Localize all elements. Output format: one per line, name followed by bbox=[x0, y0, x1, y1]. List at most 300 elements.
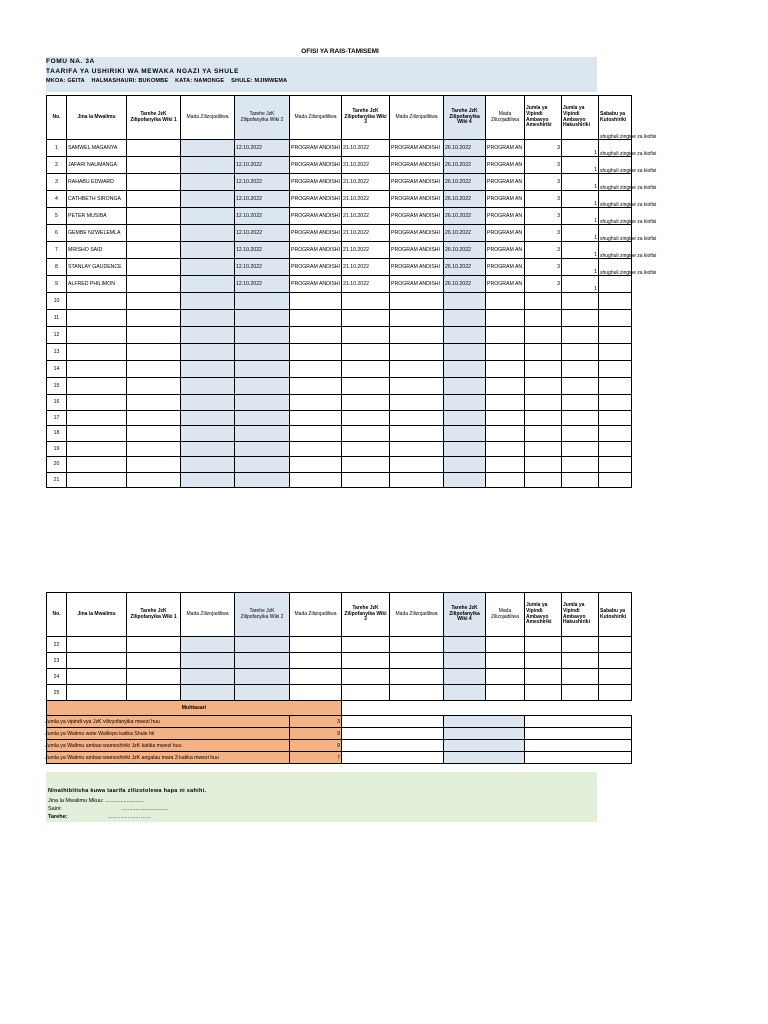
table-cell[interactable] bbox=[127, 208, 181, 225]
table-cell[interactable]: 3 bbox=[525, 259, 562, 276]
table-cell[interactable] bbox=[525, 472, 562, 488]
table-cell[interactable]: PETER MUSIBA bbox=[67, 208, 127, 225]
table-cell[interactable] bbox=[127, 410, 181, 426]
table-cell[interactable] bbox=[390, 327, 444, 344]
table-cell[interactable]: PROGRAM ANDISHI bbox=[290, 157, 342, 174]
table-cell[interactable]: 3 bbox=[525, 276, 562, 293]
table-cell[interactable] bbox=[67, 685, 127, 701]
table-cell[interactable]: 21.10.2022 bbox=[342, 191, 390, 208]
table-cell[interactable] bbox=[599, 441, 632, 457]
table-cell[interactable] bbox=[486, 457, 525, 473]
table-cell[interactable]: 12.10.2022 bbox=[235, 208, 290, 225]
table-cell[interactable]: PROGRAM ANDISHI bbox=[390, 157, 444, 174]
table-cell[interactable]: JAFARI NAUMANGA bbox=[67, 157, 127, 174]
table-cell[interactable] bbox=[290, 457, 342, 473]
table-cell[interactable]: 3 bbox=[525, 191, 562, 208]
table-cell[interactable] bbox=[181, 426, 235, 442]
summary-value[interactable]: 9 bbox=[290, 728, 342, 740]
table-cell[interactable] bbox=[290, 653, 342, 669]
table-cell[interactable]: 1 bbox=[562, 276, 599, 293]
table-cell[interactable]: PROGRAM ANDISHI bbox=[290, 225, 342, 242]
table-cell[interactable] bbox=[127, 140, 181, 157]
table-cell[interactable]: PROGRAM AN bbox=[486, 276, 525, 293]
table-cell[interactable] bbox=[562, 378, 599, 395]
table-cell[interactable] bbox=[525, 426, 562, 442]
table-cell[interactable] bbox=[342, 457, 390, 473]
summary-value[interactable]: 3 bbox=[290, 716, 342, 728]
table-cell[interactable]: 22 bbox=[47, 637, 67, 653]
table-cell[interactable] bbox=[290, 410, 342, 426]
table-cell[interactable]: PROGRAM ANDISHI bbox=[290, 259, 342, 276]
table-cell[interactable] bbox=[444, 395, 486, 411]
table-cell[interactable] bbox=[181, 191, 235, 208]
table-cell[interactable]: 26.10.2022 bbox=[444, 259, 486, 276]
table-cell[interactable] bbox=[390, 426, 444, 442]
table-cell[interactable]: PROGRAM AN bbox=[486, 225, 525, 242]
table-cell[interactable] bbox=[486, 378, 525, 395]
table-cell[interactable] bbox=[181, 410, 235, 426]
table-cell[interactable] bbox=[525, 293, 562, 310]
table-cell[interactable] bbox=[562, 669, 599, 685]
table-cell[interactable] bbox=[290, 378, 342, 395]
table-cell[interactable] bbox=[181, 242, 235, 259]
table-cell[interactable] bbox=[181, 441, 235, 457]
table-cell[interactable] bbox=[562, 410, 599, 426]
table-cell[interactable] bbox=[181, 669, 235, 685]
table-cell[interactable] bbox=[562, 457, 599, 473]
table-cell[interactable]: 24 bbox=[47, 669, 67, 685]
table-cell[interactable] bbox=[390, 669, 444, 685]
table-cell[interactable]: 12.10.2022 bbox=[235, 276, 290, 293]
table-cell[interactable] bbox=[562, 344, 599, 361]
table-cell[interactable] bbox=[342, 378, 390, 395]
table-cell[interactable] bbox=[525, 344, 562, 361]
table-cell[interactable] bbox=[562, 395, 599, 411]
table-cell[interactable]: SAMWEL MAGANYA bbox=[67, 140, 127, 157]
table-cell[interactable] bbox=[127, 361, 181, 378]
table-cell[interactable] bbox=[127, 669, 181, 685]
table-cell[interactable] bbox=[444, 344, 486, 361]
table-cell[interactable] bbox=[127, 653, 181, 669]
table-cell[interactable] bbox=[486, 310, 525, 327]
table-cell[interactable] bbox=[181, 310, 235, 327]
table-cell[interactable] bbox=[390, 293, 444, 310]
table-cell[interactable]: 1 bbox=[562, 208, 599, 225]
table-cell[interactable]: 26.10.2022 bbox=[444, 174, 486, 191]
table-cell[interactable] bbox=[525, 310, 562, 327]
table-cell[interactable] bbox=[181, 344, 235, 361]
table-cell[interactable] bbox=[181, 174, 235, 191]
table-cell[interactable]: 2 bbox=[47, 157, 67, 174]
table-cell[interactable] bbox=[127, 225, 181, 242]
table-cell[interactable]: 3 bbox=[525, 225, 562, 242]
table-cell[interactable]: PROGRAM ANDISHI bbox=[290, 191, 342, 208]
table-cell[interactable] bbox=[127, 174, 181, 191]
table-cell[interactable]: PROGRAM AN bbox=[486, 140, 525, 157]
table-cell[interactable]: 12 bbox=[47, 327, 67, 344]
table-cell[interactable]: PROGRAM ANDISHI bbox=[290, 174, 342, 191]
table-cell[interactable] bbox=[67, 361, 127, 378]
table-cell[interactable] bbox=[67, 472, 127, 488]
table-cell[interactable] bbox=[67, 293, 127, 310]
table-cell[interactable] bbox=[290, 426, 342, 442]
table-cell[interactable] bbox=[599, 270, 657, 293]
table-cell[interactable]: PROGRAM ANDISHI bbox=[390, 276, 444, 293]
table-cell[interactable] bbox=[599, 637, 632, 653]
table-cell[interactable] bbox=[390, 637, 444, 653]
table-cell[interactable] bbox=[562, 653, 599, 669]
table-cell[interactable] bbox=[127, 395, 181, 411]
table-cell[interactable]: 3 bbox=[525, 157, 562, 174]
table-cell[interactable] bbox=[181, 395, 235, 411]
table-cell[interactable] bbox=[235, 293, 290, 310]
table-cell[interactable]: 12.10.2022 bbox=[235, 140, 290, 157]
table-cell[interactable]: 10 bbox=[47, 293, 67, 310]
table-cell[interactable] bbox=[235, 395, 290, 411]
table-cell[interactable]: 12.10.2022 bbox=[235, 242, 290, 259]
table-cell[interactable] bbox=[390, 344, 444, 361]
table-cell[interactable]: PROGRAM AN bbox=[486, 191, 525, 208]
table-cell[interactable]: GEMBE NZWELEMLA bbox=[67, 225, 127, 242]
table-cell[interactable]: 26.10.2022 bbox=[444, 157, 486, 174]
table-cell[interactable] bbox=[290, 344, 342, 361]
table-cell[interactable]: 21.10.2022 bbox=[342, 174, 390, 191]
table-cell[interactable]: 26.10.2022 bbox=[444, 140, 486, 157]
table-cell[interactable]: PROGRAM ANDISHI bbox=[290, 276, 342, 293]
table-cell[interactable] bbox=[444, 441, 486, 457]
table-cell[interactable]: PROGRAM AN bbox=[486, 259, 525, 276]
table-cell[interactable] bbox=[127, 191, 181, 208]
table-cell[interactable]: 9 bbox=[47, 276, 67, 293]
table-cell[interactable] bbox=[390, 472, 444, 488]
table-cell[interactable] bbox=[599, 457, 632, 473]
table-cell[interactable]: 21.10.2022 bbox=[342, 276, 390, 293]
table-cell[interactable]: 21.10.2022 bbox=[342, 208, 390, 225]
table-cell[interactable] bbox=[486, 293, 525, 310]
table-cell[interactable] bbox=[486, 637, 525, 653]
table-cell[interactable] bbox=[235, 426, 290, 442]
table-cell[interactable] bbox=[390, 653, 444, 669]
table-cell[interactable] bbox=[67, 344, 127, 361]
table-cell[interactable] bbox=[390, 457, 444, 473]
table-cell[interactable] bbox=[444, 410, 486, 426]
summary-value[interactable]: 7 bbox=[290, 752, 342, 764]
table-cell[interactable]: 17 bbox=[47, 410, 67, 426]
table-cell[interactable] bbox=[290, 669, 342, 685]
table-cell[interactable] bbox=[486, 395, 525, 411]
table-cell[interactable] bbox=[127, 426, 181, 442]
table-cell[interactable] bbox=[444, 426, 486, 442]
table-cell[interactable] bbox=[525, 327, 562, 344]
table-cell[interactable] bbox=[181, 140, 235, 157]
table-cell[interactable]: 1 bbox=[562, 191, 599, 208]
table-cell[interactable] bbox=[342, 472, 390, 488]
table-cell[interactable] bbox=[181, 653, 235, 669]
table-cell[interactable] bbox=[67, 410, 127, 426]
table-cell[interactable] bbox=[181, 293, 235, 310]
table-cell[interactable] bbox=[127, 293, 181, 310]
table-cell[interactable] bbox=[342, 637, 390, 653]
table-cell[interactable] bbox=[525, 395, 562, 411]
table-cell[interactable]: 1 bbox=[47, 140, 67, 157]
table-cell[interactable]: 1 bbox=[562, 174, 599, 191]
table-cell[interactable] bbox=[127, 327, 181, 344]
table-cell[interactable] bbox=[525, 378, 562, 395]
table-cell[interactable]: 3 bbox=[525, 242, 562, 259]
table-cell[interactable] bbox=[290, 361, 342, 378]
table-cell[interactable] bbox=[390, 395, 444, 411]
table-cell[interactable] bbox=[290, 685, 342, 701]
table-cell[interactable] bbox=[67, 426, 127, 442]
table-cell[interactable] bbox=[127, 157, 181, 174]
table-cell[interactable] bbox=[181, 685, 235, 701]
table-cell[interactable] bbox=[67, 327, 127, 344]
table-cell[interactable] bbox=[67, 378, 127, 395]
table-cell[interactable]: PROGRAM AN bbox=[486, 174, 525, 191]
table-cell[interactable] bbox=[599, 653, 632, 669]
table-cell[interactable] bbox=[290, 395, 342, 411]
table-cell[interactable] bbox=[599, 410, 632, 426]
table-cell[interactable] bbox=[444, 310, 486, 327]
table-cell[interactable] bbox=[342, 395, 390, 411]
table-cell[interactable] bbox=[525, 669, 562, 685]
table-cell[interactable] bbox=[525, 685, 562, 701]
table-cell[interactable] bbox=[235, 685, 290, 701]
table-cell[interactable]: 7 bbox=[47, 242, 67, 259]
table-cell[interactable] bbox=[390, 441, 444, 457]
table-cell[interactable] bbox=[486, 410, 525, 426]
table-cell[interactable]: 4 bbox=[47, 191, 67, 208]
table-cell[interactable]: 21 bbox=[47, 472, 67, 488]
table-cell[interactable]: CATHBETH SIRONGA bbox=[67, 191, 127, 208]
table-cell[interactable] bbox=[599, 378, 632, 395]
table-cell[interactable] bbox=[486, 426, 525, 442]
table-cell[interactable] bbox=[562, 327, 599, 344]
table-cell[interactable] bbox=[342, 410, 390, 426]
table-cell[interactable] bbox=[127, 472, 181, 488]
table-cell[interactable]: PROGRAM ANDISHI bbox=[290, 208, 342, 225]
table-cell[interactable] bbox=[525, 637, 562, 653]
table-cell[interactable] bbox=[599, 293, 632, 310]
table-cell[interactable] bbox=[562, 310, 599, 327]
table-cell[interactable] bbox=[67, 637, 127, 653]
table-cell[interactable]: 6 bbox=[47, 225, 67, 242]
table-cell[interactable] bbox=[181, 378, 235, 395]
table-cell[interactable]: PROGRAM AN bbox=[486, 157, 525, 174]
table-cell[interactable] bbox=[67, 441, 127, 457]
table-cell[interactable] bbox=[444, 669, 486, 685]
table-cell[interactable]: PROGRAM ANDISHI bbox=[390, 191, 444, 208]
table-cell[interactable]: PROGRAM ANDISHI bbox=[390, 242, 444, 259]
table-cell[interactable] bbox=[342, 685, 390, 701]
table-cell[interactable] bbox=[235, 637, 290, 653]
table-cell[interactable]: 25 bbox=[47, 685, 67, 701]
signature-field[interactable]: .............................. bbox=[121, 806, 168, 812]
table-cell[interactable] bbox=[562, 637, 599, 653]
table-cell[interactable] bbox=[525, 441, 562, 457]
table-cell[interactable] bbox=[444, 653, 486, 669]
table-cell[interactable] bbox=[127, 276, 181, 293]
table-cell[interactable]: PROGRAM ANDISHI bbox=[390, 140, 444, 157]
table-cell[interactable] bbox=[390, 685, 444, 701]
table-cell[interactable]: 21.10.2022 bbox=[342, 140, 390, 157]
table-cell[interactable]: 1 bbox=[562, 225, 599, 242]
table-cell[interactable] bbox=[599, 344, 632, 361]
table-cell[interactable] bbox=[486, 685, 525, 701]
table-cell[interactable]: 1 bbox=[562, 140, 599, 157]
table-cell[interactable] bbox=[599, 395, 632, 411]
table-cell[interactable]: 23 bbox=[47, 653, 67, 669]
table-cell[interactable] bbox=[181, 457, 235, 473]
table-cell[interactable]: 12.10.2022 bbox=[235, 174, 290, 191]
table-cell[interactable] bbox=[444, 472, 486, 488]
table-cell[interactable] bbox=[390, 410, 444, 426]
table-cell[interactable] bbox=[486, 441, 525, 457]
table-cell[interactable] bbox=[290, 441, 342, 457]
table-cell[interactable] bbox=[525, 361, 562, 378]
table-cell[interactable] bbox=[390, 361, 444, 378]
table-cell[interactable] bbox=[290, 327, 342, 344]
table-cell[interactable] bbox=[444, 361, 486, 378]
table-cell[interactable] bbox=[290, 310, 342, 327]
table-cell[interactable] bbox=[235, 361, 290, 378]
table-cell[interactable]: 26.10.2022 bbox=[444, 191, 486, 208]
table-cell[interactable] bbox=[444, 457, 486, 473]
table-cell[interactable] bbox=[181, 276, 235, 293]
table-cell[interactable]: PROGRAM ANDISHI bbox=[290, 242, 342, 259]
table-cell[interactable] bbox=[235, 669, 290, 685]
table-cell[interactable]: 16 bbox=[47, 395, 67, 411]
summary-value[interactable]: 9 bbox=[290, 740, 342, 752]
table-cell[interactable] bbox=[486, 361, 525, 378]
table-cell[interactable] bbox=[67, 310, 127, 327]
table-cell[interactable] bbox=[127, 378, 181, 395]
table-cell[interactable]: 26.10.2022 bbox=[444, 276, 486, 293]
table-cell[interactable]: 26.10.2022 bbox=[444, 225, 486, 242]
table-cell[interactable] bbox=[444, 637, 486, 653]
table-cell[interactable]: 3 bbox=[525, 140, 562, 157]
table-cell[interactable] bbox=[562, 293, 599, 310]
table-cell[interactable] bbox=[486, 472, 525, 488]
table-cell[interactable] bbox=[444, 293, 486, 310]
table-cell[interactable] bbox=[127, 242, 181, 259]
table-cell[interactable] bbox=[342, 310, 390, 327]
head-teacher-field[interactable]: ......................... bbox=[105, 798, 144, 804]
table-cell[interactable]: 13 bbox=[47, 344, 67, 361]
table-cell[interactable]: 15 bbox=[47, 378, 67, 395]
table-cell[interactable] bbox=[235, 378, 290, 395]
table-cell[interactable] bbox=[67, 395, 127, 411]
table-cell[interactable]: STANLAY GAUDENCE bbox=[67, 259, 127, 276]
table-cell[interactable] bbox=[290, 293, 342, 310]
table-cell[interactable]: 11 bbox=[47, 310, 67, 327]
table-cell[interactable] bbox=[342, 441, 390, 457]
table-cell[interactable]: 21.10.2022 bbox=[342, 225, 390, 242]
table-cell[interactable] bbox=[486, 344, 525, 361]
table-cell[interactable] bbox=[342, 327, 390, 344]
table-cell[interactable] bbox=[342, 669, 390, 685]
table-cell[interactable]: 21.10.2022 bbox=[342, 259, 390, 276]
table-cell[interactable] bbox=[486, 327, 525, 344]
table-cell[interactable] bbox=[599, 327, 632, 344]
table-cell[interactable] bbox=[342, 344, 390, 361]
table-cell[interactable] bbox=[390, 310, 444, 327]
table-cell[interactable] bbox=[235, 310, 290, 327]
table-cell[interactable] bbox=[486, 653, 525, 669]
table-cell[interactable] bbox=[390, 378, 444, 395]
table-cell[interactable] bbox=[127, 637, 181, 653]
table-cell[interactable]: 18 bbox=[47, 426, 67, 442]
table-cell[interactable]: 26.10.2022 bbox=[444, 208, 486, 225]
table-cell[interactable] bbox=[599, 310, 632, 327]
table-cell[interactable] bbox=[235, 327, 290, 344]
table-cell[interactable] bbox=[342, 293, 390, 310]
table-cell[interactable]: 12.10.2022 bbox=[235, 259, 290, 276]
table-cell[interactable] bbox=[181, 225, 235, 242]
table-cell[interactable]: 14 bbox=[47, 361, 67, 378]
table-cell[interactable] bbox=[181, 208, 235, 225]
table-cell[interactable]: 1 bbox=[562, 242, 599, 259]
table-cell[interactable] bbox=[486, 669, 525, 685]
table-cell[interactable] bbox=[599, 426, 632, 442]
table-cell[interactable] bbox=[562, 361, 599, 378]
table-cell[interactable] bbox=[67, 669, 127, 685]
date-field[interactable]: …………………… bbox=[107, 814, 152, 820]
table-cell[interactable] bbox=[599, 685, 632, 701]
table-cell[interactable] bbox=[181, 327, 235, 344]
table-cell[interactable] bbox=[562, 426, 599, 442]
table-cell[interactable]: PROGRAM ANDISHI bbox=[390, 225, 444, 242]
table-cell[interactable]: PROGRAM ANDISHI bbox=[390, 208, 444, 225]
table-cell[interactable] bbox=[290, 472, 342, 488]
table-cell[interactable]: 1 bbox=[562, 157, 599, 174]
table-cell[interactable] bbox=[235, 653, 290, 669]
table-cell[interactable] bbox=[235, 472, 290, 488]
table-cell[interactable] bbox=[444, 685, 486, 701]
table-cell[interactable] bbox=[181, 157, 235, 174]
table-cell[interactable] bbox=[599, 472, 632, 488]
table-cell[interactable]: RAHABU EDWARD bbox=[67, 174, 127, 191]
table-cell[interactable] bbox=[235, 441, 290, 457]
table-cell[interactable]: 3 bbox=[525, 208, 562, 225]
table-cell[interactable]: 20 bbox=[47, 457, 67, 473]
table-cell[interactable]: ALFRED PHILIMON bbox=[67, 276, 127, 293]
table-cell[interactable]: PROGRAM AN bbox=[486, 208, 525, 225]
table-cell[interactable] bbox=[181, 637, 235, 653]
table-cell[interactable] bbox=[342, 653, 390, 669]
table-cell[interactable] bbox=[67, 457, 127, 473]
table-cell[interactable]: PROGRAM ANDISHI bbox=[390, 259, 444, 276]
table-cell[interactable] bbox=[127, 685, 181, 701]
table-cell[interactable] bbox=[235, 410, 290, 426]
table-cell[interactable] bbox=[599, 361, 632, 378]
table-cell[interactable]: 12.10.2022 bbox=[235, 157, 290, 174]
table-cell[interactable]: 8 bbox=[47, 259, 67, 276]
table-cell[interactable]: 12.10.2022 bbox=[235, 225, 290, 242]
table-cell[interactable]: 3 bbox=[47, 174, 67, 191]
table-cell[interactable] bbox=[342, 361, 390, 378]
table-cell[interactable]: 1 bbox=[562, 259, 599, 276]
table-cell[interactable]: PROGRAM ANDISHI bbox=[290, 140, 342, 157]
table-cell[interactable] bbox=[235, 457, 290, 473]
table-cell[interactable] bbox=[444, 327, 486, 344]
table-cell[interactable] bbox=[342, 426, 390, 442]
table-cell[interactable]: PROGRAM ANDISHI bbox=[390, 174, 444, 191]
table-cell[interactable] bbox=[290, 637, 342, 653]
table-cell[interactable] bbox=[181, 259, 235, 276]
table-cell[interactable]: 5 bbox=[47, 208, 67, 225]
table-cell[interactable] bbox=[127, 310, 181, 327]
